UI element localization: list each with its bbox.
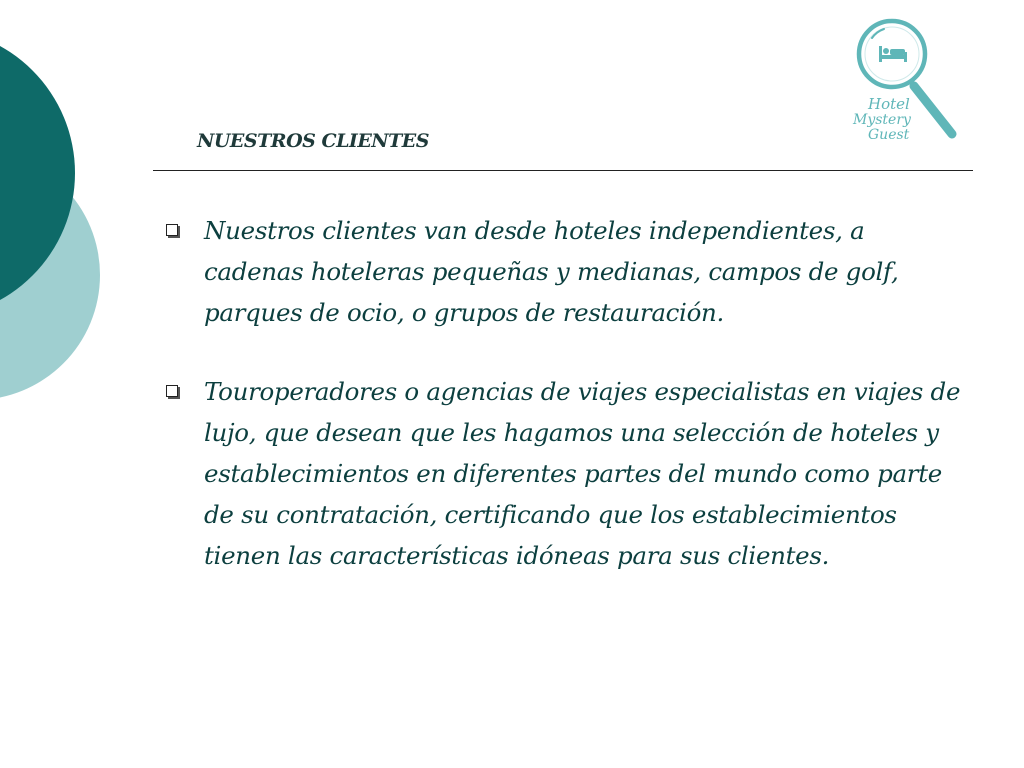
bullet-item — [160, 371, 965, 576]
bullet-item — [160, 210, 965, 333]
logo-text-hotel: Hotel — [868, 95, 910, 113]
logo-text-mystery: Mystery — [853, 112, 911, 128]
bullet-text: Nuestros clientes van desde hoteles independientes, a cadenas hoteleras pequeñas y medianas, campos de golf, parques de ocio, o grupos de restauración. — [204, 216, 899, 327]
title-divider — [153, 170, 973, 171]
magnifier-bed-icon — [848, 14, 963, 144]
bullet-list — [160, 210, 965, 614]
hotel-mystery-guest-logo — [848, 14, 963, 144]
bullet-text: Touroperadores o agencias de viajes especialistas en viajes de lujo, que desean que les hagamos una selección de hoteles y establecimientos en diferentes partes del mundo como parte de su contratación, certificando que los establecimientos tienen las características idóneas para sus clientes. — [204, 377, 961, 570]
logo-text-guest: Guest — [868, 127, 910, 143]
checkbox-bullet-icon — [166, 224, 178, 236]
slide-title: NUESTROS CLIENTES — [197, 130, 430, 152]
checkbox-bullet-icon — [166, 385, 178, 397]
